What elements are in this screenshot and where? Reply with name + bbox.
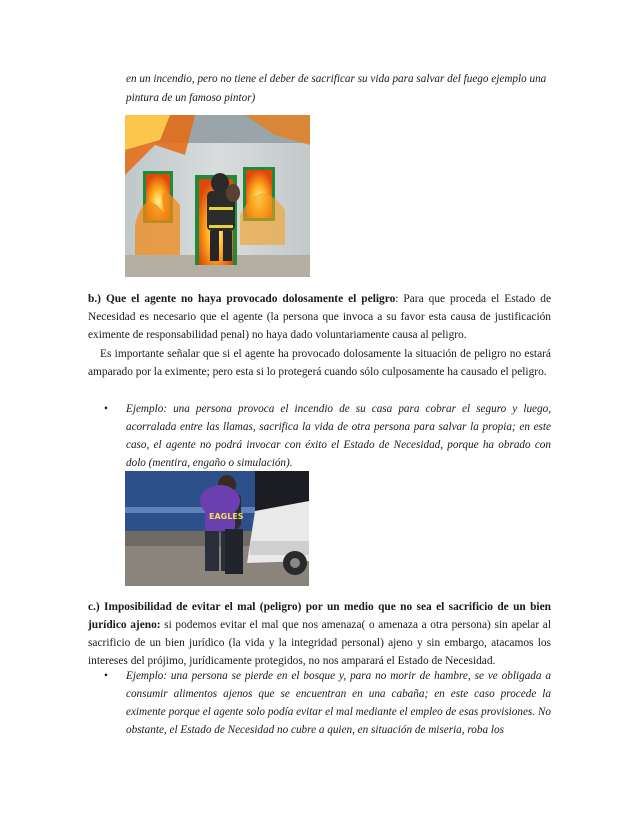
- firefighter-fire-photo: [125, 115, 310, 277]
- svg-text:EAGLES: EAGLES: [209, 512, 244, 521]
- intro-paragraph: en un incendio, pero no tiene el deber de sacrificar su vida para salvar del fuego ejemplo una pintura de un famoso pintor): [126, 73, 547, 104]
- section-b-body: : Para que proceda el Estado de Necesidad es necesario que el agente (la persona que invoca a su favor esta causa de justificación eximente de responsabilidad penal) no haya dado voluntariamente causa al peligro.: [88, 293, 551, 341]
- section-b-heading: b.) Que el agente no haya provocado dolosamente el peligro: [88, 293, 396, 305]
- arrest-photo: [125, 471, 309, 586]
- section-b-paragraph: [88, 290, 551, 344]
- bullet-icon: •: [104, 670, 108, 682]
- bullet-icon: •: [104, 403, 108, 415]
- section-c-heading: c.) Imposibilidad de evitar el mal (peligro) por un medio que no sea el sacrificio de un bien jurídico ajeno:: [88, 601, 551, 631]
- section-c-paragraph: [88, 598, 551, 670]
- section-b-second-paragraph: Es importante señalar que si el agente ha provocado dolosamente la situación de peligro no estará amparado por la eximente; pero esta si lo protegerá cuando sólo culposamente ha causado el peligro.: [88, 348, 551, 378]
- bullet-text: Ejemplo: una persona provoca el incendio de su casa para cobrar el seguro y luego, acorralada entre las llamas, sacrifica la vida de otra persona para salvar la propia; en este caso, el agente no podrá invocar con éxito el Estado de Necesidad, porque ha obrado con dolo (mentira, engaño o simulación).: [126, 403, 551, 469]
- bullet-item-example-c: [104, 667, 551, 739]
- section-c-body: si podemos evitar el mal que nos amenaza( o amenaza a otra persona) sin apelar al sacrificio de un bien jurídico (la vida y la integridad personal) ajeno y sin embargo, atacamos los intereses del prójimo, jurídicamente protegidos, no nos amparará el Estado de Necesidad.: [88, 619, 551, 667]
- bullet-text: Ejemplo: una persona se pierde en el bosque y, para no morir de hambre, se ve obligada a consumir alimentos ajenos que se encuentran en una cabaña; en este caso procede la eximente porque el agente solo podía evitar el mal mediante el empleo de esas provisiones. No obstante, el Estado de Necesidad no cubre a quien, en situación de miseria, roba los: [126, 670, 551, 736]
- bullet-item-example-b: [104, 400, 551, 472]
